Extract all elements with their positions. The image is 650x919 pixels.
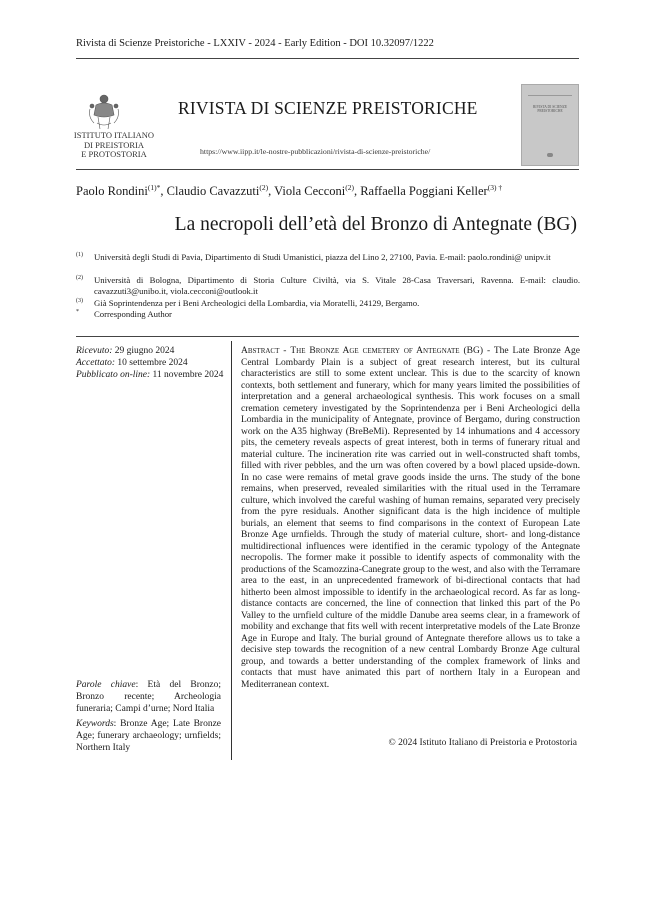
author-affiliation-mark: (3) † <box>487 183 503 192</box>
affiliation-mark: * <box>76 309 79 315</box>
affiliation-mark: (1) <box>76 252 83 258</box>
institute-line: ISTITUTO ITALIANO <box>73 130 155 140</box>
received-date: Ricevuto: 29 giugno 2024 <box>76 346 175 356</box>
abstract-text: The Late Bronze Age Central Lombardy Plain is a subject of great research interest, but its cultural characteristics are still to some extent unclear. This is due to the scarcity of known contexts, both settlement and funerary, which for many years limited the possibilities of interpretation and a general archaeological synthesis. This work focuses on a small cremation cemetery investigated by the Soprintendenza per i Beni Archeologici della Lombardia in the municipality of Antegnate, province of Bergamo, during construction work on the A35 highway (BreBeMi). Represented by 14 inhumations and 4 accessory pits, the cemetery reveals aspects of great interest, both in terms of funerary ritual and material culture. The incineration rite was carried out in well-constructed shaft tombs, filled with river pebbles, and the urn was often covered by a bowl placed upside-down. In no case were remains of metal grave goods inside the urns. The study of the bone remains, when preserved, revealed similarities with the ritual used in the Terramare culture, which involved the careful washing of human remains, separated very precisely from the pyre residuals. Another significant data is the high incidence of multiple burials, an element that seems to find comparisons in the context of European Late Bronze Age urnfields. Through the study of material culture, short- and long-distance multidirectional influences were identified in the ceramic typology of the Antegnate necropolis. The former make it possible to identify aspects of commonality with the productions of the Scamozzina-Canegrate group to the west, and also with the Terramare area to the east, in an unprecedented framework of bi-directional contacts that had hitherto been almost impossible to identify in the archaeological record. As far as long-distance contacts are concerned, the line of connection that linked this part of the Po Valley to the urnfield culture of the middle Danube area seems clear, in a framework of mobility and exchange that fits well with recent interpretative models of the Late Bronze Age in Europe and Italy. The burial ground of Antegnate therefore allows us to take a decisive step towards the recognition of a new central Lombardy Bronze Age cultural group, and towards a better understanding of the complex framework of links and contacts that must have animated this part of northern Italy in a European and Mediterranean context. <box>241 346 580 690</box>
published-date: Pubblicato on-line: 11 novembre 2024 <box>76 370 224 381</box>
keywords-label: Keywords <box>76 719 114 729</box>
keywords-italian: Parole chiave: Età del Bronzo; Bronzo recente; Archeologia funeraria; Campi d’urne; Nord Italia <box>76 680 221 714</box>
publication-dates <box>76 345 226 382</box>
author-separator: , <box>353 184 361 199</box>
cover-emblem-icon <box>547 153 553 157</box>
paper-title: La necropoli dell’età del Bronzo di Antegnate (BG) <box>174 214 577 235</box>
header-divider <box>76 58 579 59</box>
author-affiliation-mark: (2) <box>259 183 269 192</box>
affiliation-text: Università degli Studi di Pavia, Dipartimento di Studi Umanistici, piazza del Lino 2, 27100, Pavia. E-mail: paolo.rondini@ unipv.it <box>94 252 551 262</box>
cover-rule <box>528 95 572 96</box>
author-affiliation-mark: (1)* <box>147 183 161 192</box>
masthead-divider <box>76 169 579 170</box>
institute-logo-icon <box>84 93 124 131</box>
column-divider <box>231 341 232 760</box>
copyright-notice: © 2024 Istituto Italiano di Preistoria e Protostoria <box>388 738 577 748</box>
affiliation-mark: (2) <box>76 275 83 281</box>
running-header: Rivista di Scienze Preistoriche - LXXIV - 2024 - Early Edition - DOI 10.32097/1222 <box>76 38 434 49</box>
author-name: Viola Cecconi <box>274 184 346 199</box>
abstract: Abstract - The Bronze Age cemetery of Antegnate (BG) - The Late Bronze Age Central Lombardy Plain is a subject of great research interest, but its cultural characteristics are still to some extent unclear. This is due to the scarcity of known contexts, both settlement and funerary, which for many years limited the possibilities of interpretation and a general archaeological synthesis. This work focuses on a small cremation cemetery investigated by the Soprintendenza per i Beni Archeologici della Lombardia in the municipality of Antegnate, province of Bergamo, during construction work on the A35 highway (BreBeMi). Represented by 14 inhumations and 4 accessory pits, the cemetery reveals aspects of great interest, both in terms of funerary ritual and material culture. The incineration rite was carried out in well-constructed shaft tombs, filled with river pebbles, and the urn was often covered by a bowl placed upside-down. In no case were remains of metal grave goods inside the urns. The study of the bone remains, when preserved, revealed similarities with the ritual used in the Terramare culture, which involved the careful washing of human remains, separated very precisely from the pyre residuals. Another significant data is the high incidence of multiple burials, an element that seems to find comparisons in the context of European Late Bronze Age urnfields. Through the study of material culture, short- and long-distance multidirectional influences were identified in the ceramic typology of the Antegnate necropolis. The former make it possible to identify aspects of commonality with the productions of the Scamozzina-Canegrate group to the west, and also with the Terramare area to the east, in an unprecedented framework of bi-directional contacts that had hitherto been almost impossible to identify in the archaeological record. As far as long-distance contacts are concerned, the line of connection that linked this part of the Po Valley to the urnfield culture of the middle Danube area seems clear, in a framework of mobility and exchange that fits well with recent interpretative models of the Late Bronze Age in Europe and Italy. The burial ground of Antegnate therefore allows us to take a decisive step towards the recognition of a new central Lombardy Bronze Age cultural group, and towards a better understanding of the complex framework of links and contacts that must have animated this part of northern Italy in a European and Mediterranean context. <box>241 346 580 690</box>
author-separator: , <box>268 184 275 199</box>
keywords-label: Parole chiave <box>76 680 136 690</box>
journal-url-link[interactable]: https://www.iipp.it/le-nostre-pubblicazioni/rivista-di-scienze-preistoriche/ <box>200 147 431 156</box>
institute-line: DI PREISTORIA <box>83 139 145 150</box>
journal-name: RIVISTA DI SCIENZE PREISTORICHE <box>178 98 478 118</box>
abstract-label: Abstract <box>241 346 280 356</box>
author-name: Raffaella Poggiani Keller <box>360 184 488 199</box>
author-list <box>76 183 502 199</box>
affiliations-divider <box>76 336 579 337</box>
affiliation-mark: (3) <box>76 298 83 304</box>
affiliation-text: Università di Bologna, Dipartimento di Storia Culture Civiltà, via S. Vitale 28-Casa Traversari, Ravenna. E-mail: claudio. cavazzuti3@unibo.it, viola.cecconi@outlook.it <box>94 275 580 296</box>
author-name: Paolo Rondini <box>76 184 148 199</box>
author-separator: , <box>160 184 167 199</box>
accepted-date: Accettato: 10 settembre 2024 <box>76 358 188 369</box>
affiliation-text: Corresponding Author <box>94 309 172 319</box>
institute-name <box>64 131 164 160</box>
affiliation-text: Già Soprintendenza per i Beni Archeologici della Lombardia, via Moratelli, 24129, Bergamo. <box>94 298 420 308</box>
cover-title: RIVISTA DI SCIENZE PREISTORICHE <box>532 105 568 113</box>
author-affiliation-mark: (2) <box>345 183 354 192</box>
keywords-english: Keywords: Bronze Age; Late Bronze Age; funerary archaeology; urnfields; Northern Italy <box>76 719 222 753</box>
institute-line: E PROTOSTORIA <box>81 149 147 160</box>
author-name: Claudio Cavazzuti <box>166 184 260 199</box>
keywords-text: Età del Bronzo; Bronzo recente; Archeologia funeraria; Campi d’urne; Nord Italia <box>76 680 221 714</box>
journal-cover-thumbnail <box>521 84 579 166</box>
abstract-heading: The Bronze Age cemetery of Antegnate (BG) <box>290 346 484 356</box>
keywords-text: Bronze Age; Late Bronze Age; funerary archaeology; urnfields; Northern Italy <box>76 719 222 753</box>
